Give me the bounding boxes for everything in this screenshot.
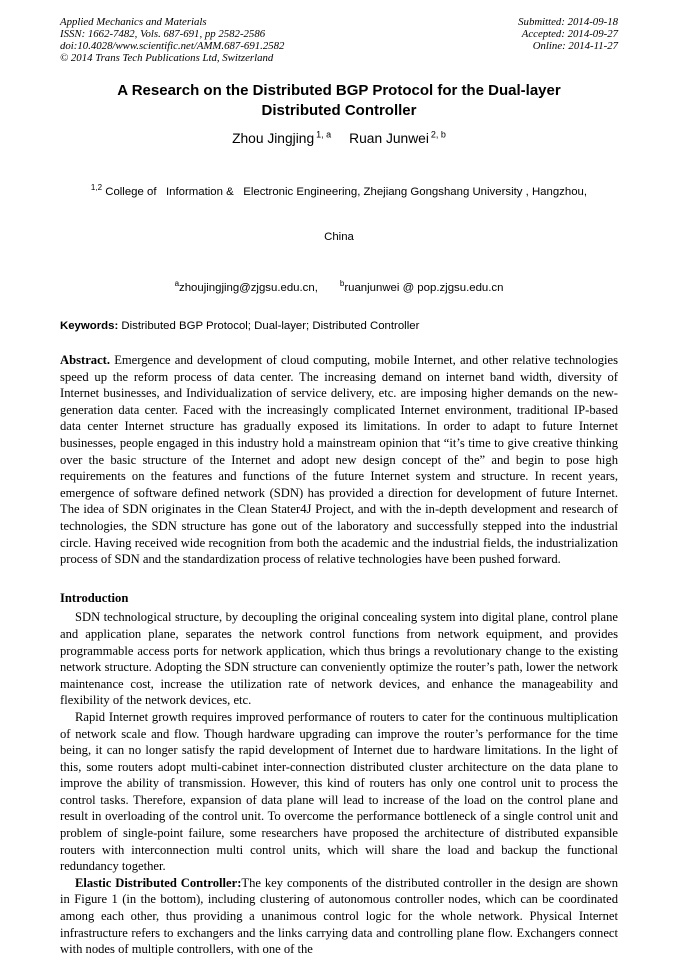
introduction-paragraph-1-text: SDN technological structure, by decoupling the original concealing system into digital plane, control plane and application plane, separates the network control functions from network equipment, and provides programmable access ports for network application, which thus brings a revolutionary change to the existing network structure. Adopting the SDN structure can conveniently optimize the router’s path, lower the network maintenance cost, increase the utilization rate of network devices, and enhance the manageability and flexibility of the network devices, etc. (60, 610, 618, 708)
keywords-line (60, 319, 618, 333)
affiliation-line1-text: College of Information & Electronic Engineering, Zhejiang Gongshang University , Hangzhou, (102, 186, 588, 199)
author-1-superscript: 1, a (316, 129, 332, 140)
section-heading-introduction: Introduction (60, 590, 129, 605)
email-2 (339, 279, 504, 295)
abstract (60, 352, 618, 568)
introduction-paragraph-3 (60, 875, 618, 958)
paper-title-line2: Distributed Controller (261, 101, 417, 119)
author-2 (349, 131, 446, 146)
affiliation-superscript: 1,2 (90, 183, 103, 193)
abstract-label: Abstract. (60, 353, 111, 368)
emails-line (60, 281, 618, 295)
submitted-date: Submitted: 2014-09-18 (518, 16, 618, 28)
affiliation-line1 (60, 185, 618, 200)
issn-line: ISSN: 1662-7482, Vols. 687-691, pp 2582-2586 (60, 28, 266, 40)
introduction-paragraph-1 (60, 609, 618, 709)
journal-name: Applied Mechanics and Materials (60, 16, 207, 28)
journal-header-left (60, 16, 284, 64)
email-2-superscript: b (339, 279, 345, 289)
introduction-paragraph-3-lead: Elastic Distributed Controller: (75, 875, 242, 890)
accepted-date: Accepted: 2014-09-27 (521, 28, 618, 40)
doi-line: doi:10.4028/www.scientific.net/AMM.687-691.2582 (60, 40, 285, 52)
paper-title (60, 81, 618, 120)
author-2-name: Ruan Junwei (349, 131, 429, 147)
author-2-superscript: 2, b (430, 129, 446, 140)
keywords-text: Distributed BGP Protocol; Dual-layer; Distributed Controller (118, 320, 420, 333)
affiliation (60, 155, 618, 275)
journal-header (60, 16, 618, 64)
copyright-line: © 2014 Trans Tech Publications Ltd, Switzerland (60, 52, 274, 64)
introduction-paragraph-3-text: The key components of the distributed controller in the design are shown in Figure 1 (in the bottom), including clustering of autonomous controller nodes, which can be coordinated among each other, thus providing a unanimous control logic for the whole network. Physical Internet infrastructure refers to exchangers and the links carrying data and controlling plane flow. Exchangers connect with nodes of multiple controllers, with one of the (60, 875, 618, 957)
email-2-address: ruanjunwei @ pop.zjgsu.edu.cn (344, 282, 504, 295)
journal-header-right (518, 16, 618, 64)
email-1-superscript: a (174, 279, 180, 289)
abstract-text: Emergence and development of cloud computing, mobile Internet, and other relative technologies speed up the reform process of data center. The increasing demand on internet band width, diversity of Internet businesses, and Individualization of service delivery, etc. are imposing higher demands on the new-generation data center. Faced with the increasingly complicated Internet environment, traditional IP-based data center Internet structure has gradually exposed its limitations. In order to adapt to future Internet businesses, people engaged in this industry hold a mainstream opinion that “it’s time to give creative thinking over the basic structure of the Internet and adopt new design concept of the” and begin to pose high requirements on the features and functions of the future Internet system and structure. In recent years, emergence of software defined network (SDN) has provided a direction for development of future Internet. The idea of SDN originates in the Clean Stater4J Project, and with the in-depth development and research of technologies, the SDN structure has gone out of the laboratory and successfully stepped into the industrial circle. Having received wide recognition from both the academic and the industrial fields, the industrialization process of SDN and the standardization process of relative technologies have been pushed forward. (60, 353, 618, 567)
affiliation-line2: China (324, 231, 354, 244)
online-date: Online: 2014-11-27 (532, 40, 618, 52)
authors-line (60, 130, 618, 147)
introduction-paragraph-2 (60, 709, 618, 875)
introduction-paragraph-2-text: Rapid Internet growth requires improved performance of routers to cater for the continuous multiplication of network scale and flow. Though hardware upgrading can improve the router’s performance for the time being, it can no longer satisfy the rapid development of Internet due to hardware limitations. In the light of this, some routers adopt multi-cabinet inter-connection distributed cluster architecture on the data plane to improve the ability of transmission. However, this kind of routers has only one control unit to process the control tasks. Therefore, expansion of data plane will lead to increase of the load on the control plane and result in overloading of the control unit. To overcome the performance bottleneck of a single control unit and problem of single-point failure, some researchers have proposed the architecture of distributed expansible routers with interconnection multi control units, which will share the load and backup the functional redundancy together. (60, 709, 618, 874)
paper-title-line1: A Research on the Distributed BGP Protocol for the Dual-layer (117, 82, 561, 99)
email-1 (174, 279, 318, 295)
email-1-address: zhoujingjing@zjgsu.edu.cn, (179, 282, 318, 295)
author-1-name: Zhou Jingjing (232, 131, 315, 147)
keywords-label: Keywords: (60, 320, 119, 333)
author-1 (232, 131, 331, 146)
